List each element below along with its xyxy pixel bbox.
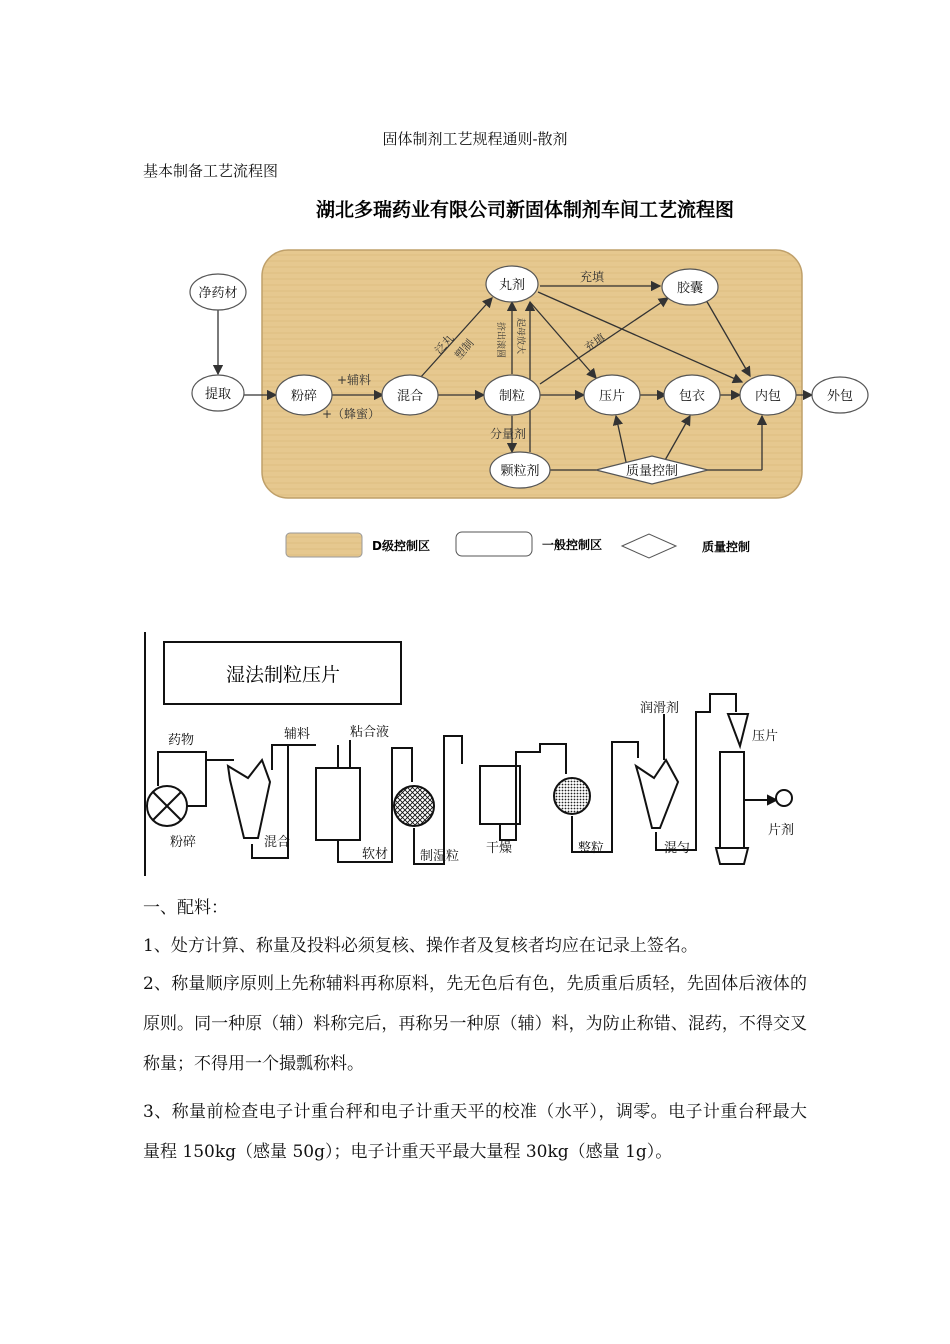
legend-d-grade-label: D级控制区 — [372, 539, 430, 553]
press-base-icon — [716, 848, 748, 864]
label-excipient: +辅料 — [337, 373, 372, 387]
node-outer-pack-label: 外包 — [826, 389, 854, 404]
tablet-icon — [776, 790, 792, 806]
label-enlarge: 起母放大 — [515, 318, 525, 355]
pipe-excipient — [272, 745, 288, 770]
pipe-crusher-mixer — [187, 760, 234, 806]
section-config-heading: 一、配料： — [143, 898, 228, 918]
page-title: 固体制剂工艺规程通则-散剂 — [382, 130, 568, 148]
label-binder: 粘合液 — [350, 725, 390, 740]
legend-quality-label: 质量控制 — [702, 540, 751, 554]
paragraph-3: 3、称量前检查电子计重台秤和电子计重天平的校准（水平），调零。电子计重台秤最大量程 150kg（感量 50g）；电子计重天平最大量程 30kg（感量 1g）。 — [143, 1102, 807, 1162]
label-size: 整粒 — [578, 841, 605, 856]
node-capsule-label: 胶囊 — [676, 281, 704, 296]
paragraph-2: 2、称量顺序原则上先称辅料再称原料，先无色后有色，先质重后质轻，先固体后液体的原则。同一种原（辅）料称完后，再称另一种原（辅）料，为防止称错、混药，不得交叉称量；不得用一个撮瓢称料。 — [143, 974, 807, 1074]
label-excipient: 辅料 — [284, 727, 311, 742]
wet-title: 湿法制粒压片 — [225, 664, 341, 686]
v-mixer-icon — [228, 760, 270, 838]
label-pan: 泛丸 — [432, 331, 457, 357]
label-press: 压片 — [752, 729, 779, 744]
dryer-icon — [480, 766, 520, 824]
pipe-drug — [158, 752, 206, 786]
legend-general-label: 一般控制区 — [542, 538, 603, 552]
label-lubricant: 润滑剂 — [640, 701, 680, 716]
node-pill-label: 丸剂 — [498, 278, 526, 293]
node-mix-label: 混合 — [396, 389, 424, 404]
flowchart-title: 湖北多瑞药业有限公司新固体制剂车间工艺流程图 — [315, 199, 735, 221]
node-coat-label: 包衣 — [678, 389, 706, 404]
paragraph-1: 1、处方计算、称量及投料必须复核、操作者及复核者均应在记录上签名。 — [143, 936, 698, 956]
label-crush: 粉碎 — [170, 835, 197, 850]
kneader-icon — [316, 768, 360, 840]
hopper-icon — [728, 714, 748, 746]
section-heading: 基本制备工艺流程图 — [143, 162, 279, 180]
node-press-label: 压片 — [598, 389, 626, 404]
label-wet-gran: 制湿粒 — [420, 849, 460, 864]
label-fill2: 充填 — [582, 331, 608, 355]
label-plastic: 塑制 — [452, 336, 477, 362]
label-dry: 干燥 — [486, 841, 513, 856]
node-granule-label: 颗粒剂 — [500, 464, 540, 479]
node-crush-label: 粉碎 — [290, 389, 318, 404]
label-soft: 软材 — [362, 847, 389, 862]
sizer-icon — [554, 778, 590, 814]
wet-granulator-icon — [394, 786, 434, 826]
node-inner-pack-label: 内包 — [754, 389, 782, 404]
label-honey: +（蜂蜜） — [322, 407, 381, 421]
label-blend: 混匀 — [664, 841, 691, 856]
label-drug: 药物 — [168, 733, 195, 748]
node-raw-label: 净药材 — [198, 286, 238, 301]
label-extrude: 挤出滚圆 — [495, 322, 505, 359]
label-mix: 混合 — [264, 835, 291, 850]
tablet-press-icon — [720, 752, 744, 848]
node-granulate-label: 制粒 — [498, 389, 526, 404]
node-extract-label: 提取 — [204, 387, 232, 402]
label-fill: 充填 — [580, 270, 605, 284]
blender-icon — [636, 760, 678, 828]
node-qc-label: 质量控制 — [625, 464, 679, 479]
label-dose: 分量剂 — [490, 427, 527, 441]
label-tablet: 片剂 — [768, 823, 795, 838]
